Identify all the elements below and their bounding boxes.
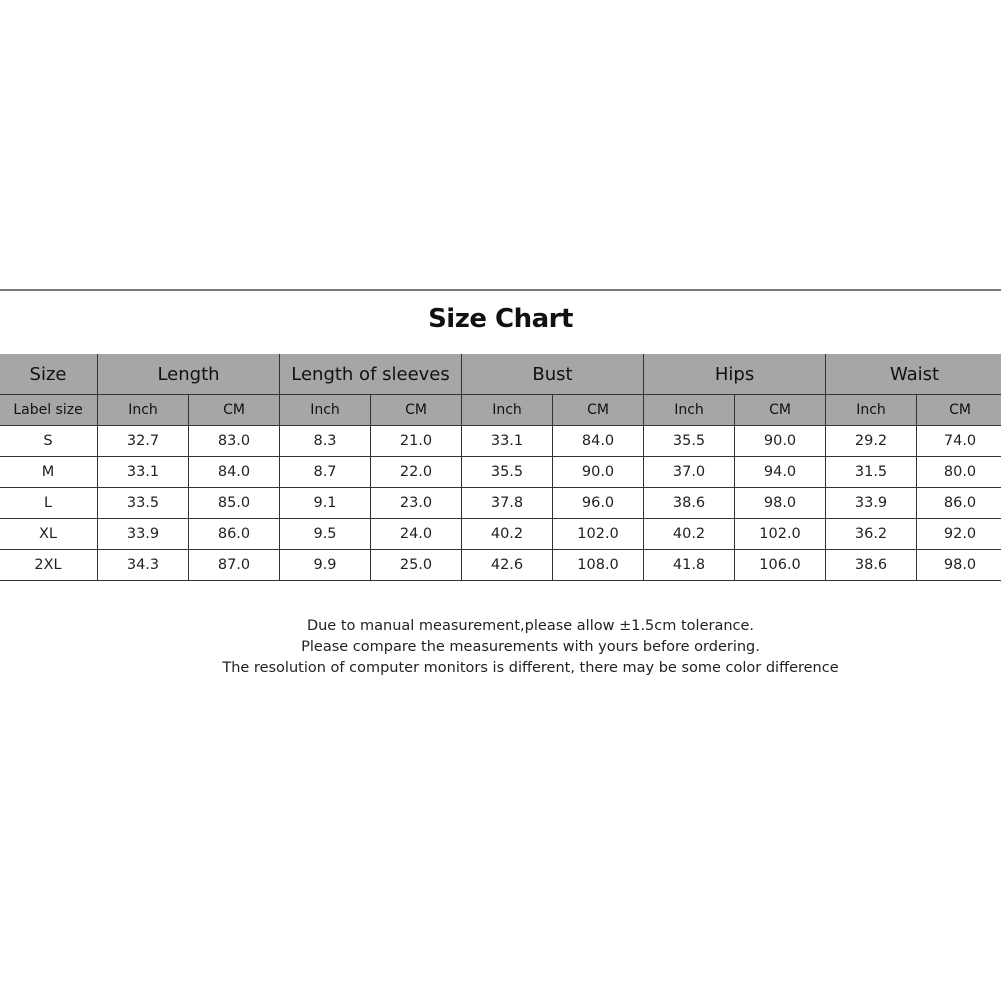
size-cell: 2XL bbox=[0, 550, 98, 581]
value-cell: 41.8 bbox=[644, 550, 735, 581]
value-cell: 90.0 bbox=[735, 426, 826, 457]
value-cell: 87.0 bbox=[189, 550, 280, 581]
unit-cm: CM bbox=[371, 395, 462, 426]
value-cell: 86.0 bbox=[917, 488, 1001, 519]
top-divider bbox=[0, 289, 1001, 291]
header-waist: Waist bbox=[826, 354, 1001, 395]
value-cell: 83.0 bbox=[189, 426, 280, 457]
value-cell: 21.0 bbox=[371, 426, 462, 457]
value-cell: 8.7 bbox=[280, 457, 371, 488]
page-title: Size Chart bbox=[428, 304, 573, 334]
value-cell: 92.0 bbox=[917, 519, 1001, 550]
value-cell: 36.2 bbox=[826, 519, 917, 550]
unit-inch: Inch bbox=[644, 395, 735, 426]
value-cell: 35.5 bbox=[462, 457, 553, 488]
value-cell: 102.0 bbox=[553, 519, 644, 550]
note-color: The resolution of computer monitors is different, there may be some color difference bbox=[222, 660, 839, 676]
value-cell: 33.1 bbox=[462, 426, 553, 457]
size-cell: L bbox=[0, 488, 98, 519]
header-label-size: Label size bbox=[0, 395, 98, 426]
header-length: Length bbox=[98, 354, 280, 395]
table-body bbox=[0, 426, 1001, 581]
header-row-units bbox=[0, 395, 1001, 426]
value-cell: 96.0 bbox=[553, 488, 644, 519]
value-cell: 40.2 bbox=[462, 519, 553, 550]
value-cell: 40.2 bbox=[644, 519, 735, 550]
note-compare: Please compare the measurements with yours before ordering. bbox=[301, 639, 760, 655]
value-cell: 33.9 bbox=[826, 488, 917, 519]
value-cell: 33.1 bbox=[98, 457, 189, 488]
header-bust: Bust bbox=[462, 354, 644, 395]
value-cell: 38.6 bbox=[644, 488, 735, 519]
value-cell: 84.0 bbox=[553, 426, 644, 457]
unit-cm: CM bbox=[553, 395, 644, 426]
unit-inch: Inch bbox=[280, 395, 371, 426]
value-cell: 22.0 bbox=[371, 457, 462, 488]
value-cell: 29.2 bbox=[826, 426, 917, 457]
value-cell: 31.5 bbox=[826, 457, 917, 488]
table-row bbox=[0, 426, 1001, 457]
value-cell: 86.0 bbox=[189, 519, 280, 550]
size-cell: M bbox=[0, 457, 98, 488]
table-row bbox=[0, 488, 1001, 519]
value-cell: 80.0 bbox=[917, 457, 1001, 488]
value-cell: 108.0 bbox=[553, 550, 644, 581]
value-cell: 90.0 bbox=[553, 457, 644, 488]
header-size: Size bbox=[0, 354, 98, 395]
table-row bbox=[0, 550, 1001, 581]
size-cell: XL bbox=[0, 519, 98, 550]
note-tolerance: Due to manual measurement,please allow ±1.5cm tolerance. bbox=[306, 618, 755, 634]
header-row-groups bbox=[0, 354, 1001, 395]
size-chart-table bbox=[0, 354, 1001, 581]
value-cell: 84.0 bbox=[189, 457, 280, 488]
value-cell: 98.0 bbox=[735, 488, 826, 519]
value-cell: 8.3 bbox=[280, 426, 371, 457]
header-length-of-sleeves: Length of sleeves bbox=[280, 354, 462, 395]
value-cell: 34.3 bbox=[98, 550, 189, 581]
value-cell: 94.0 bbox=[735, 457, 826, 488]
value-cell: 38.6 bbox=[826, 550, 917, 581]
value-cell: 42.6 bbox=[462, 550, 553, 581]
unit-inch: Inch bbox=[98, 395, 189, 426]
value-cell: 37.0 bbox=[644, 457, 735, 488]
notes bbox=[0, 616, 1001, 679]
value-cell: 98.0 bbox=[917, 550, 1001, 581]
value-cell: 32.7 bbox=[98, 426, 189, 457]
unit-cm: CM bbox=[735, 395, 826, 426]
value-cell: 33.5 bbox=[98, 488, 189, 519]
value-cell: 23.0 bbox=[371, 488, 462, 519]
size-cell: S bbox=[0, 426, 98, 457]
value-cell: 35.5 bbox=[644, 426, 735, 457]
value-cell: 74.0 bbox=[917, 426, 1001, 457]
table-row bbox=[0, 457, 1001, 488]
unit-inch: Inch bbox=[462, 395, 553, 426]
unit-inch: Inch bbox=[826, 395, 917, 426]
value-cell: 37.8 bbox=[462, 488, 553, 519]
value-cell: 85.0 bbox=[189, 488, 280, 519]
header-hips: Hips bbox=[644, 354, 826, 395]
value-cell: 102.0 bbox=[735, 519, 826, 550]
value-cell: 106.0 bbox=[735, 550, 826, 581]
unit-cm: CM bbox=[189, 395, 280, 426]
value-cell: 33.9 bbox=[98, 519, 189, 550]
value-cell: 9.5 bbox=[280, 519, 371, 550]
value-cell: 9.9 bbox=[280, 550, 371, 581]
value-cell: 9.1 bbox=[280, 488, 371, 519]
value-cell: 25.0 bbox=[371, 550, 462, 581]
table-row bbox=[0, 519, 1001, 550]
value-cell: 24.0 bbox=[371, 519, 462, 550]
unit-cm: CM bbox=[917, 395, 1001, 426]
